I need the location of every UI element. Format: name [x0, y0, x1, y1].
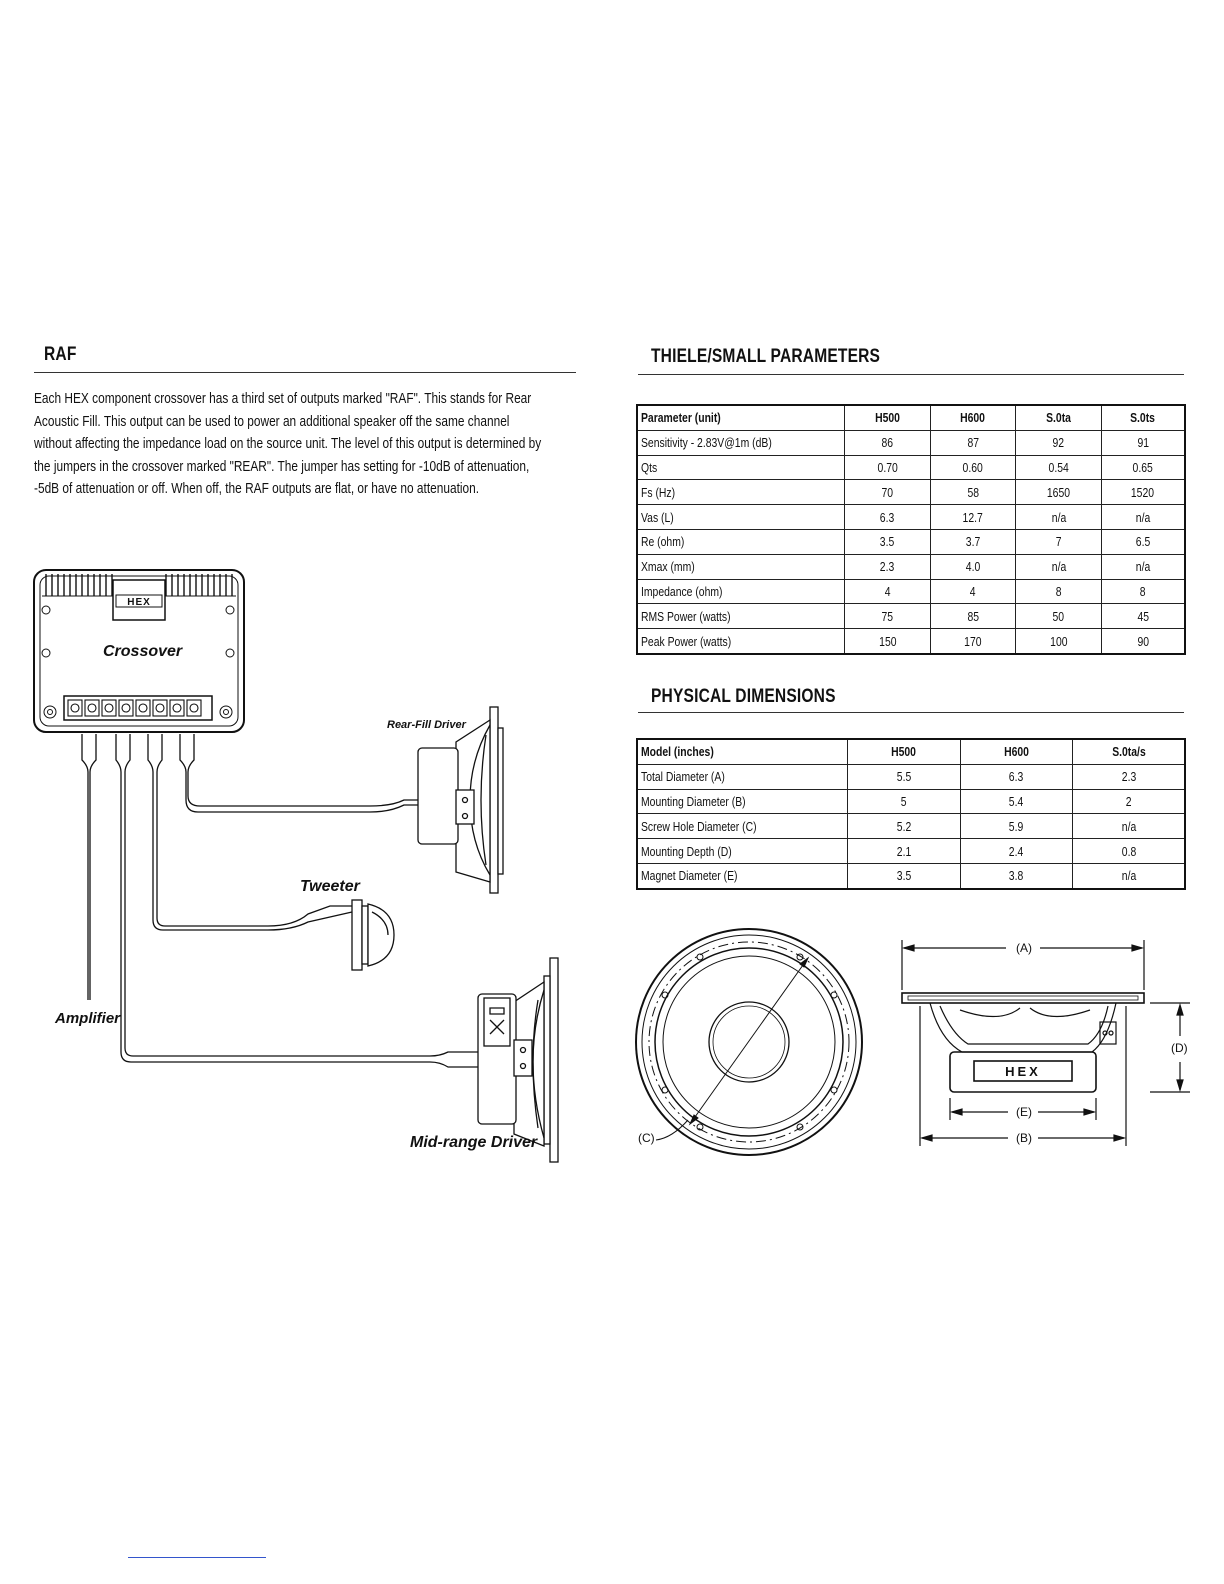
table-cell: 1520: [1131, 484, 1155, 500]
ts-params-header-row: [637, 405, 1185, 430]
table-row: [637, 764, 1185, 789]
side-view-logo: HEX: [1005, 1063, 1041, 1079]
table-cell: 5: [901, 793, 907, 809]
table-cell: 50: [1052, 608, 1065, 624]
table-cell: 0.65: [1132, 459, 1154, 475]
table-cell: Magnet Diameter (E): [641, 868, 738, 884]
table-row: [637, 863, 1185, 888]
table-cell: 12.7: [962, 509, 984, 525]
table-row: [637, 789, 1185, 814]
tweeter-label: Tweeter: [300, 878, 360, 895]
table-cell: 2.3: [1121, 769, 1136, 785]
raf-heading-rule: [34, 372, 576, 373]
table-cell: 2.1: [896, 843, 912, 859]
table-cell: 90: [1137, 633, 1149, 649]
table-cell: 45: [1137, 608, 1149, 624]
table-cell: 8: [1055, 583, 1062, 599]
table-cell: 3.8: [1009, 868, 1024, 884]
speaker-front-view: [620, 920, 880, 1160]
table-cell: 4.0: [965, 559, 981, 575]
table-cell: RMS Power (watts): [641, 608, 731, 624]
phys-dims-header-row: [637, 739, 1185, 764]
column-header: S.0ts: [1130, 410, 1156, 426]
phys-dims-rule: [638, 712, 1184, 713]
table-cell: 7: [1055, 534, 1062, 550]
footer-link-underline: [128, 1557, 266, 1558]
table-cell: 8: [1140, 583, 1146, 599]
table-cell: 92: [1052, 435, 1065, 451]
table-row: [637, 505, 1185, 530]
speaker-side-view: [890, 930, 1200, 1160]
table-cell: 0.8: [1121, 843, 1136, 859]
raf-paragraph-line: Acoustic Fill. This output can be used to power an additional speaker off the same channel: [34, 413, 510, 430]
midrange-driver-label: Mid-range Driver: [410, 1134, 538, 1151]
table-cell: Screw Hole Diameter (C): [641, 818, 757, 834]
table-cell: n/a: [1121, 868, 1136, 884]
ts-params-heading: THIELE/SMALL PARAMETERS: [651, 346, 881, 367]
column-header: Model (inches): [641, 744, 714, 760]
table-cell: 6.3: [880, 509, 895, 525]
table-cell: 5.4: [1009, 793, 1024, 809]
table-row: [637, 430, 1185, 455]
table-cell: 6.5: [1135, 534, 1151, 550]
table-cell: n/a: [1121, 818, 1136, 834]
phys-dims-heading: PHYSICAL DIMENSIONS: [651, 686, 836, 707]
rear-fill-driver: [418, 707, 503, 893]
table-row: [637, 814, 1185, 839]
column-header: H500: [891, 744, 917, 760]
column-header: Parameter (unit): [641, 410, 721, 426]
table-row: [637, 554, 1185, 579]
table-cell: 4: [970, 583, 976, 599]
table-cell: 2.3: [880, 559, 895, 575]
raf-paragraph-line: -5dB of attenuation or off. When off, the RAF outputs are flat, or have no attenuation.: [34, 481, 480, 497]
midrange-driver: [478, 958, 558, 1162]
table-cell: 87: [967, 435, 979, 451]
raf-paragraph-line: without affecting the impedance load on the source unit. The level of this output is determined by: [34, 436, 542, 452]
amplifier-label: Amplifier: [55, 1010, 121, 1027]
column-header: S.0ta: [1046, 410, 1072, 426]
table-cell: Mounting Diameter (B): [641, 793, 746, 809]
table-cell: Re (ohm): [641, 534, 685, 550]
table-cell: 1650: [1047, 484, 1071, 500]
column-header: H600: [960, 410, 986, 426]
table-cell: 70: [881, 484, 894, 500]
table-cell: 5.9: [1009, 818, 1024, 834]
crossover-logo: HEX: [127, 596, 151, 608]
raf-paragraph-line: the jumpers in the crossover marked "REAR". The jumper has setting for -10dB of attenuation,: [34, 458, 530, 475]
table-cell: 5.2: [896, 818, 912, 834]
table-row: [637, 604, 1185, 629]
table-cell: Vas (L): [641, 509, 674, 525]
tweeter-driver: [352, 900, 394, 970]
column-header: H500: [875, 410, 900, 426]
phys-dims-table: [636, 738, 1186, 890]
table-cell: 3.5: [896, 868, 912, 884]
table-row: [637, 480, 1185, 505]
table-row: [637, 579, 1185, 604]
column-header: S.0ta/s: [1111, 744, 1146, 760]
table-cell: 58: [967, 484, 979, 500]
table-row: [637, 839, 1185, 864]
table-cell: 170: [964, 633, 982, 649]
crossover-label: Crossover: [103, 643, 183, 660]
table-cell: Fs (Hz): [641, 484, 676, 500]
table-cell: 6.3: [1009, 769, 1024, 785]
table-cell: Impedance (ohm): [641, 583, 723, 599]
column-header: H600: [1003, 744, 1029, 760]
table-cell: Sensitivity - 2.83V@1m (dB): [641, 435, 772, 451]
table-cell: 86: [881, 435, 894, 451]
table-cell: n/a: [1051, 509, 1066, 525]
raf-heading: RAF: [44, 344, 77, 365]
table-row: [637, 629, 1185, 654]
ts-params-rule: [638, 374, 1184, 375]
table-cell: 75: [881, 608, 894, 624]
table-cell: 4: [884, 583, 891, 599]
table-cell: 3.5: [880, 534, 895, 550]
table-cell: 3.7: [965, 534, 981, 550]
table-cell: Peak Power (watts): [641, 633, 732, 649]
table-cell: 2.4: [1009, 843, 1024, 859]
table-cell: 0.70: [877, 459, 898, 475]
dimension-label-a: (A): [1016, 941, 1032, 955]
ts-params-table: [636, 404, 1186, 655]
table-cell: 150: [878, 633, 897, 649]
table-cell: 2: [1125, 793, 1132, 809]
table-row: [637, 455, 1185, 480]
table-cell: 100: [1049, 633, 1068, 649]
table-cell: 0.60: [962, 459, 984, 475]
dimension-label-b: (B): [1016, 1131, 1032, 1145]
table-cell: Qts: [641, 459, 658, 475]
table-cell: 0.54: [1048, 459, 1069, 475]
table-cell: Total Diameter (A): [641, 769, 725, 785]
table-cell: 91: [1137, 435, 1149, 451]
table-cell: n/a: [1135, 509, 1151, 525]
dimension-label-e: (E): [1016, 1105, 1032, 1119]
dimension-label-d: (D): [1171, 1041, 1188, 1055]
dimension-label-c: (C): [638, 1131, 655, 1145]
wiring-diagram: [0, 540, 600, 1180]
table-cell: 85: [967, 608, 979, 624]
table-row: [637, 529, 1185, 554]
raf-paragraph: [34, 388, 575, 501]
table-cell: n/a: [1135, 559, 1151, 575]
raf-paragraph-line: Each HEX component crossover has a third set of outputs marked "RAF". This stands for Rear: [34, 391, 532, 407]
table-cell: n/a: [1051, 559, 1066, 575]
table-cell: Xmax (mm): [641, 559, 695, 575]
table-cell: Mounting Depth (D): [641, 843, 732, 859]
table-cell: 5.5: [896, 769, 912, 785]
rear-fill-driver-label: Rear-Fill Driver: [387, 719, 466, 731]
